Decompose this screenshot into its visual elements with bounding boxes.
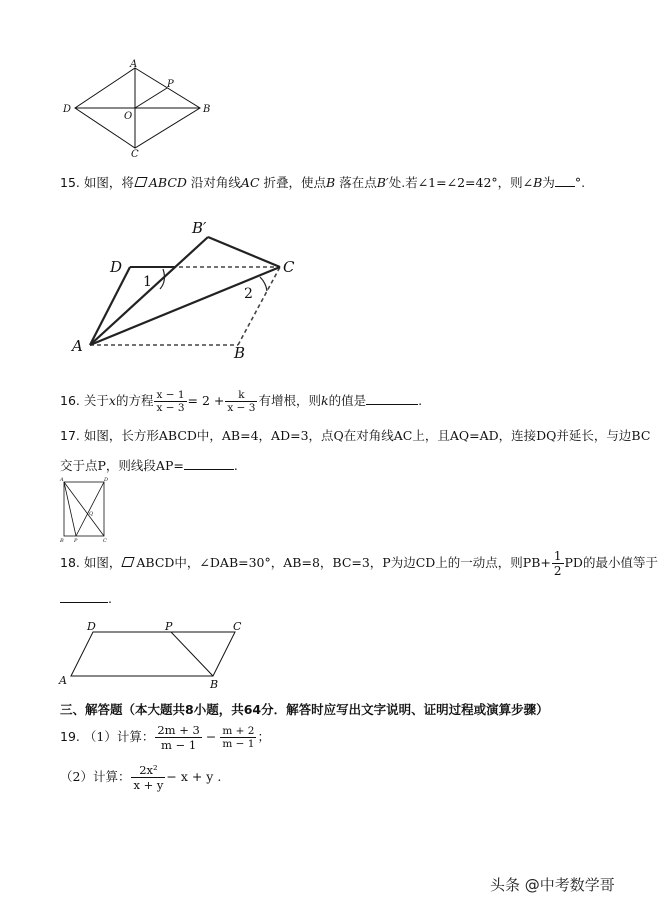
label-d: D <box>63 104 72 115</box>
label-c: C <box>233 620 242 633</box>
label-p: P <box>167 79 174 90</box>
label-p: P <box>74 538 78 544</box>
question-17: 17. 如图，长方形ABCD中，AB=4，AD=3，点Q在对角线AC上，且AQ=AD，连接DQ并延长，与边BC <box>60 428 651 443</box>
answer-blank[interactable] <box>366 392 418 405</box>
fraction-3: $\frac{\text{2x²}}{x + y}$ <box>133 763 164 792</box>
label-b: B <box>210 678 219 691</box>
segment-bpc <box>208 237 280 267</box>
label-p: P <box>165 620 173 633</box>
parallelogram-figure <box>55 618 255 690</box>
label-c: C <box>283 258 295 276</box>
watermark: 头条 @中考数学哥 <box>490 876 615 894</box>
label-c: C <box>103 538 107 544</box>
fraction-half: $\frac{1}{2}$ <box>553 549 562 578</box>
question-15: 15. 如图，将 ABCD 沿对角线AC 折叠，使点B 落在点B′处.若∠1=∠2=42°，则∠B为 °. <box>60 175 586 190</box>
answer-blank[interactable] <box>555 174 575 187</box>
label-d: D <box>104 477 109 483</box>
fraction-2: $\frac{m + 2}{m - 1}$ <box>222 725 255 750</box>
segment-ac <box>90 267 280 345</box>
segment-op <box>135 88 167 108</box>
question-18-line-2: . <box>60 590 112 607</box>
question-number: 18. <box>60 555 80 570</box>
question-number: 15. <box>60 175 80 190</box>
answer-blank[interactable] <box>60 590 108 603</box>
question-18: 18. 如图， ABCD中，∠DAB=30°，AB=8，BC=3，P为边CD上的一动点，则PB+ $\frac{1}{2}$ PD的最小值等于 <box>60 549 658 578</box>
label-angle-2: 2 <box>244 286 253 302</box>
fraction-1: $\frac{x - 1}{x - 3}$ <box>156 389 185 414</box>
label-o: O <box>124 111 133 122</box>
answer-blank[interactable] <box>184 457 234 470</box>
rectangle-figure <box>58 476 110 544</box>
section-heading: 三、解答题（本大题共8小题，共64分．解答时应写出文字说明、证明过程或演算步骤） <box>60 702 549 717</box>
question-number: 19. <box>60 729 80 744</box>
rhombus-figure <box>60 58 210 158</box>
label-b: B <box>234 344 246 362</box>
segment-bc-dashed <box>238 267 280 345</box>
question-19-part-1: 19. （1）计算： $\frac{2m + 3}{m - 1}$ − $\frac{m + 2}{m - 1}$ ； <box>60 723 270 752</box>
label-bprime: B′ <box>192 219 207 237</box>
segment-dp <box>76 482 104 536</box>
segment-abp <box>90 237 208 345</box>
label-a: A <box>130 59 138 70</box>
label-a: A <box>60 477 64 483</box>
segment-ad <box>90 267 130 345</box>
question-19-part-2: （2）计算： $\frac{\text{2x²}}{x + y}$ − x + y . <box>60 763 222 792</box>
question-17-line-2: 交于点P，则线段AP= . <box>60 458 238 473</box>
parallelogram-outline <box>71 632 235 676</box>
question-number: 16. <box>60 393 80 408</box>
segment-pb <box>171 632 213 676</box>
question-number: 17. <box>60 428 80 443</box>
label-d: D <box>110 258 123 276</box>
fraction-2: $\frac{k}{x - 3}$ <box>227 389 256 414</box>
fold-figure <box>70 215 330 360</box>
label-b: B <box>60 538 64 544</box>
label-b: B <box>203 104 211 115</box>
parallelogram-symbol <box>122 557 135 567</box>
parallelogram-symbol <box>134 177 147 187</box>
angle-2-arc <box>260 277 267 291</box>
label-q: Q <box>89 511 94 517</box>
label-angle-1: 1 <box>143 274 152 290</box>
label-a: A <box>72 337 83 355</box>
question-16: 16. 关于x的方程 $\frac{x - 1}{x - 3}$ = 2 + $\frac{k}{x - 3}$ 有增根，则k的值是 . <box>60 389 423 414</box>
label-a: A <box>59 674 67 687</box>
fraction-1: $\frac{2m + 3}{m - 1}$ <box>157 723 200 752</box>
label-d: D <box>87 620 96 633</box>
label-c: C <box>131 149 139 160</box>
